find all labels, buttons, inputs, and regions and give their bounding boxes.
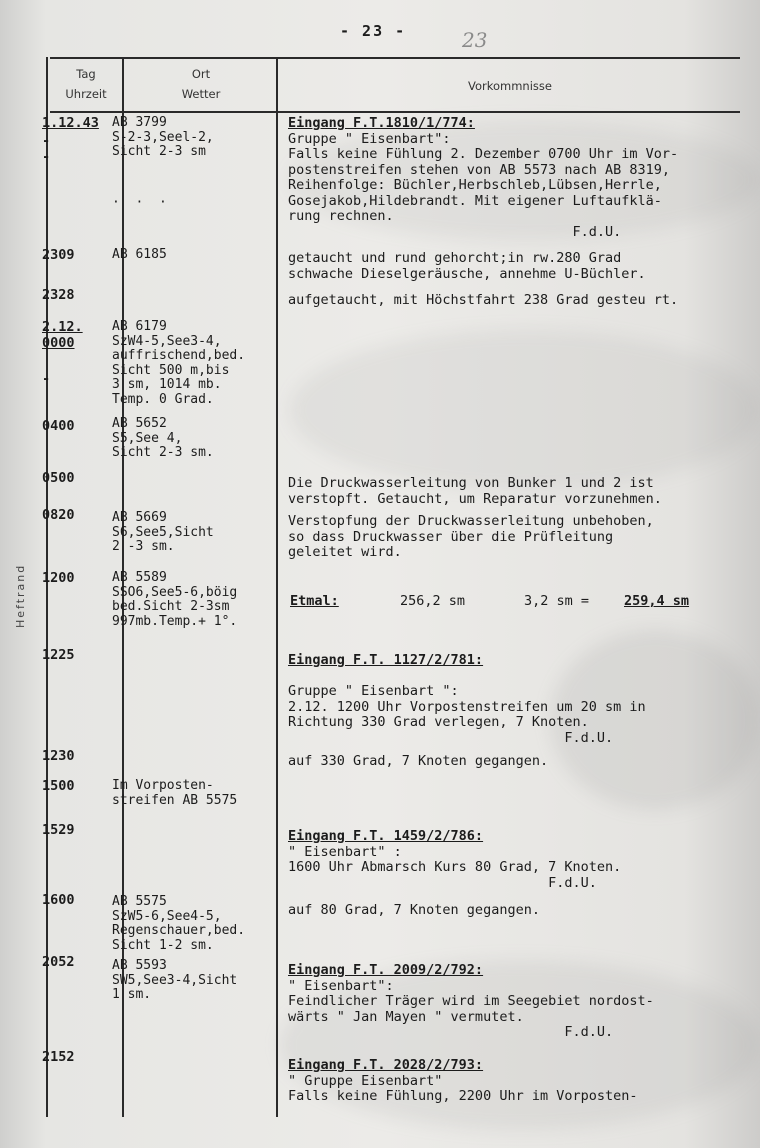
entry-time: - [42,371,51,387]
event-line: auf 80 Grad, 7 Knoten gegangen. [288,902,540,918]
event-line: F.d.U. [288,874,597,891]
page-number: - 23 - [340,22,407,40]
event-line: " Eisenbart" : [288,843,402,860]
event-line: Feindlicher Träger wird im Seegebiet nordost- [288,993,654,1009]
event-line: Eingang F.T. 2028/2/793: [288,1057,484,1073]
event-line: F.d.U. [288,1024,614,1040]
entry-events [288,116,678,240]
entry-events [288,514,654,561]
event-line: schwache Dieselgeräusche, annehme U-Büchler. [288,265,646,282]
entry-place-weather: AB 3799 S-2-3,Seel-2, Sicht 2-3 sm [112,115,214,159]
event-line: F.d.U. [288,223,622,240]
header-place-col [126,64,276,104]
event-line: Eingang F.T. 1459/2/786: [288,828,484,844]
entry-events [288,293,678,309]
entry-time: 2152 [42,1049,75,1065]
entry-time: 1529 [42,822,75,838]
entry-place-weather: AB 5593 SW5,See3-4,Sicht 1 sm. [112,958,238,1002]
event-line: postenstreifen stehen von AB 5573 nach AB 8319, [288,161,671,178]
event-line: Eingang F.T. 1127/2/781: [288,652,484,668]
event-line: Gosejakob,Hildebrandt. Mit eigener Luftaufklä- [288,192,662,209]
table-top-rule [50,57,740,59]
entry-time: 1200 [42,570,75,586]
entry-place-weather: AB 5589 SSO6,See5-6,böig bed.Sicht 2-3sm 997mb.Temp.+ 1°. [112,570,238,629]
entry-time: 2309 [42,247,75,263]
entry-time: 1230 [42,748,75,764]
event-line: " Eisenbart": [288,977,394,994]
entry-time: 1600 [42,892,75,908]
margin-note: Heftrand [14,563,27,628]
etmal-value-1: 256,2 sm [400,593,466,609]
event-line: Die Druckwasserleitung von Bunker 1 und 2 ist [288,475,654,491]
event-line: Eingang F.T.1810/1/774: [288,115,475,131]
event-line: Falls keine Fühlung, 2200 Uhr im Vorposten- [288,1088,638,1104]
entry-time: 2052 [42,954,75,970]
event-line: Reihenfolge: Büchler,Herbschleb,Lübsen,Herrle, [288,177,662,193]
event-line: Gruppe " Eisenbart": [288,130,451,147]
event-line: F.d.U. [288,729,614,746]
event-line: Richtung 330 Grad verlegen, 7 Knoten. [288,714,589,730]
event-line: " Gruppe Eisenbart" [288,1072,443,1089]
entry-events [288,754,548,770]
entry-place-weather: AB 6185 [112,247,167,262]
etmal-label: Etmal: [290,593,339,609]
event-line [288,669,646,685]
entry-time: 1.12.43 [42,115,99,131]
entry-time: 1500 [42,778,75,794]
entry-place-weather: AB 6179 SzW4-5,See3-4, auffrischend,bed. Sicht 500 m,bis 3 sm, 1014 mb. Temp. 0 Grad. [112,319,246,407]
event-line: 1600 Uhr Abmarsch Kurs 80 Grad, 7 Knoten. [288,859,622,875]
header-events-col [280,76,740,96]
entry-place-weather: AB 5575 SzW5-6,See4-5, Regenschauer,bed. Sicht 1-2 sm. [112,894,246,953]
event-line: verstopft. Getaucht, um Reparatur vorzunehmen. [288,490,662,507]
event-line: 2.12. 1200 Uhr Vorpostenstreifen um 20 sm in [288,698,646,715]
entry-events [288,1058,638,1105]
event-line: Eingang F.T. 2009/2/792: [288,962,484,978]
entry-time: 1225 [42,647,75,663]
header-place-text: Ort Wetter [181,67,221,101]
etmal-total: 259,4 sm [624,593,690,609]
header-time-text: Tag Uhrzeit [65,67,107,101]
page-number-handwritten: 23 [462,28,488,52]
event-line: geleitet wird. [288,544,402,560]
event-line: auf 330 Grad, 7 Knoten gegangen. [288,753,549,769]
entry-place-weather: AB 5669 S6,See5,Sicht 2 -3 sm. [112,510,214,554]
event-line: aufgetaucht, mit Höchstfahrt 238 Grad gesteu rt. [288,292,679,308]
entry-events [288,476,662,507]
entry-events [288,653,646,746]
entry-time: 2328 [42,287,75,303]
entry-events [288,829,621,891]
header-bottom-rule [50,111,740,113]
entry-time: 0500 [42,470,75,486]
entry-events [288,903,540,919]
event-line: Falls keine Fühlung 2. Dezember 0700 Uhr im Vor- [288,146,679,162]
etmal-value-2: 3,2 sm = [524,593,590,609]
entry-time: 0400 [42,418,75,434]
entry-time: 2.12. 0000 [42,319,83,351]
place-col-rule [276,57,278,1117]
entry-time: - [42,149,51,165]
event-line: rung rechnen. [288,208,394,224]
event-line: Verstopfung der Druckwasserleitung unbehoben, [288,513,654,529]
event-line: Gruppe " Eisenbart ": [288,683,459,699]
entry-place-weather: AB 5652 S5,See 4, Sicht 2-3 sm. [112,416,214,460]
entry-events [288,251,646,282]
entry-time: 0820 [42,507,75,523]
event-line: wärts " Jan Mayen " vermutet. [288,1008,524,1025]
entry-events [288,963,654,1041]
event-line: getaucht und rund gehorcht;in rw.280 Grad [288,250,622,266]
header-events-text: Vorkommnisse [468,79,552,93]
event-line: so dass Druckwasser über die Prüfleitung [288,528,614,545]
entry-place-weather: Im Vorposten- streifen AB 5575 [112,778,238,808]
header-time-col [50,64,122,104]
entry-time: - [42,133,51,149]
entry-place-weather: · · · [112,195,167,210]
